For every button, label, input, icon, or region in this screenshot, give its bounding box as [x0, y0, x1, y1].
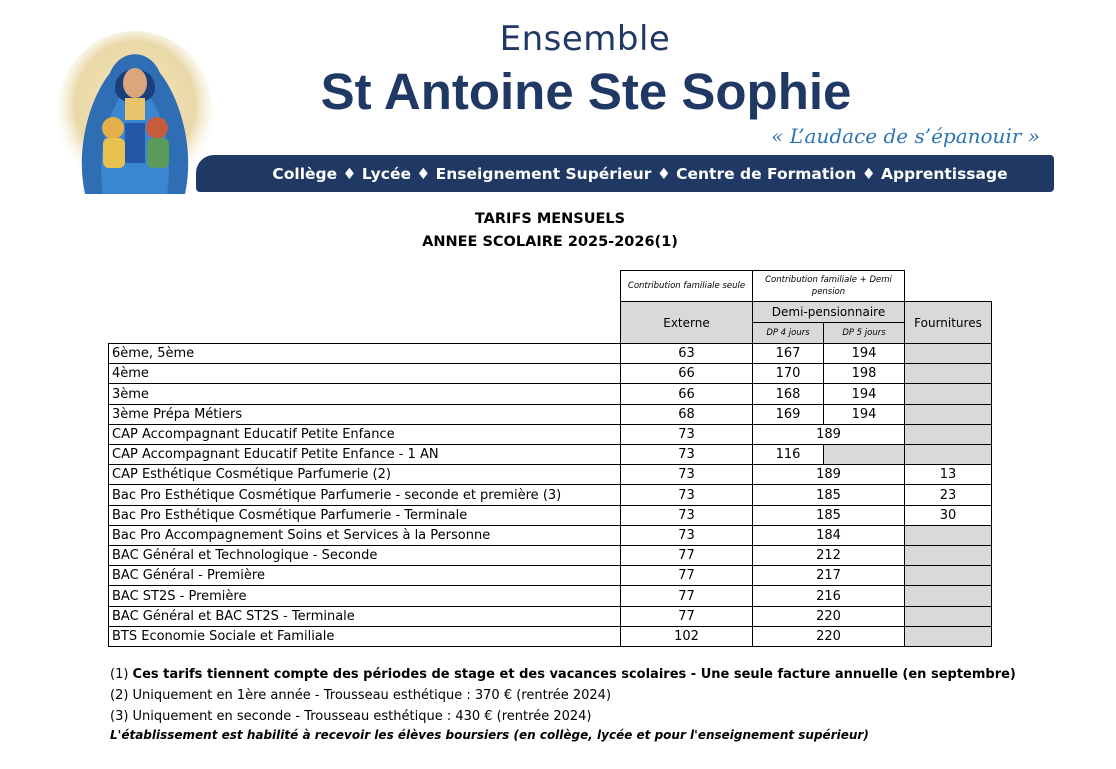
- cell-dp: 216: [752, 585, 905, 607]
- row-label: BAC Général - Première: [108, 565, 621, 586]
- cell-dp4: 167: [752, 343, 824, 364]
- row-label: Bac Pro Esthétique Cosmétique Parfumerie - Terminale: [108, 505, 621, 526]
- cell-externe: 66: [620, 383, 753, 405]
- row-label: Bac Pro Accompagnement Soins et Services à la Personne: [108, 525, 621, 546]
- cell-dp: 185: [752, 484, 905, 506]
- cell-fournitures: [904, 363, 992, 384]
- cell-dp5-empty: [823, 444, 905, 465]
- row-label: BAC Général et BAC ST2S - Terminale: [108, 606, 621, 627]
- row-label: BAC ST2S - Première: [108, 585, 621, 607]
- row-label: 6ème, 5ème: [108, 343, 621, 364]
- header-dp5: DP 5 jours: [823, 322, 905, 344]
- cell-externe: 77: [620, 606, 753, 627]
- cell-dp5: 194: [823, 383, 905, 405]
- cell-fournitures: [904, 444, 992, 465]
- cell-fournitures: [904, 404, 992, 425]
- cell-fournitures: [904, 383, 992, 405]
- cell-externe: 73: [620, 505, 753, 526]
- row-label: BTS Economie Sociale et Familiale: [108, 626, 621, 647]
- cell-fournitures: [904, 626, 992, 647]
- footnote-1: [110, 667, 1016, 682]
- row-label: 3ème: [108, 383, 621, 405]
- cell-externe: 63: [620, 343, 753, 364]
- cell-externe: 68: [620, 404, 753, 425]
- cell-externe: 77: [620, 545, 753, 566]
- row-label: 4ème: [108, 363, 621, 384]
- cell-dp5: 194: [823, 343, 905, 364]
- cell-dp: 189: [752, 424, 905, 445]
- cell-fournitures: [904, 525, 992, 546]
- header-banner: [196, 155, 1054, 192]
- cell-externe: 77: [620, 585, 753, 607]
- cell-fournitures: 30: [904, 505, 992, 526]
- cell-fournitures: [904, 606, 992, 627]
- cell-fournitures: [904, 565, 992, 586]
- page-title: TARIFS MENSUELS: [474, 211, 626, 227]
- cell-dp4: 169: [752, 404, 824, 425]
- school-name: St Antoine Ste Sophie: [320, 63, 852, 120]
- cell-externe: 77: [620, 565, 753, 586]
- cell-externe: 73: [620, 484, 753, 506]
- row-label: CAP Accompagnant Educatif Petite Enfance - 1 AN: [108, 444, 621, 465]
- cell-fournitures: [904, 545, 992, 566]
- header-ensemble: Ensemble: [499, 19, 671, 59]
- row-label: CAP Esthétique Cosmétique Parfumerie (2): [108, 464, 621, 485]
- cell-dp4: 168: [752, 383, 824, 405]
- cell-dp: 185: [752, 505, 905, 526]
- footnote-3: (3) Uniquement en seconde - Trousseau esthétique : 430 € (rentrée 2024): [110, 709, 592, 724]
- cell-externe: 102: [620, 626, 753, 647]
- header-demi-pensionnaire: Demi-pensionnaire: [752, 301, 905, 323]
- cell-dp: 220: [752, 626, 905, 647]
- cell-dp5: 194: [823, 404, 905, 425]
- cell-dp4: 170: [752, 363, 824, 384]
- cell-fournitures: [904, 424, 992, 445]
- banner-text: Collège ♦ Lycée ♦ Enseignement Supérieur ♦ Centre de Formation ♦ Apprentissage: [272, 164, 1008, 183]
- footnote-1-text: Ces tarifs tiennent compte des périodes de stage et des vacances scolaires - Une seule facture annuelle (en septembre): [132, 667, 1016, 682]
- row-label: 3ème Prépa Métiers: [108, 404, 621, 425]
- cell-externe: 73: [620, 444, 753, 465]
- cell-dp5: 198: [823, 363, 905, 384]
- cell-externe: 73: [620, 424, 753, 445]
- footnote-2: (2) Uniquement en 1ère année - Trousseau esthétique : 370 € (rentrée 2024): [110, 688, 612, 703]
- header-contribution-seule: Contribution familiale seule: [620, 270, 753, 302]
- cell-fournitures: [904, 343, 992, 364]
- row-label: CAP Accompagnant Educatif Petite Enfance: [108, 424, 621, 445]
- cell-externe: 73: [620, 464, 753, 485]
- cell-dp: 220: [752, 606, 905, 627]
- header-dp4: DP 4 jours: [752, 322, 824, 344]
- school-logo: [55, 28, 215, 194]
- school-motto: « L’audace de s’épanouir »: [771, 124, 1040, 148]
- footnote-1-prefix: (1): [110, 667, 133, 682]
- header-externe: Externe: [620, 301, 753, 344]
- cell-dp: 189: [752, 464, 905, 485]
- row-label: Bac Pro Esthétique Cosmétique Parfumerie - seconde et première (3): [108, 484, 621, 506]
- cell-fournitures: 13: [904, 464, 992, 485]
- cell-dp: 184: [752, 525, 905, 546]
- cell-fournitures: [904, 585, 992, 607]
- cell-externe: 73: [620, 525, 753, 546]
- header-fournitures: Fournitures: [904, 301, 992, 344]
- row-label: BAC Général et Technologique - Seconde: [108, 545, 621, 566]
- page-subtitle: ANNEE SCOLAIRE 2025-2026(1): [422, 234, 678, 250]
- footnote-boursiers: L'établissement est habilité à recevoir les élèves boursiers (en collège, lycée et pour l'enseignement supérieur): [110, 728, 869, 742]
- cell-externe: 66: [620, 363, 753, 384]
- cell-dp: 217: [752, 565, 905, 586]
- cell-dp: 212: [752, 545, 905, 566]
- cell-dp: 116: [752, 444, 824, 465]
- cell-fournitures: 23: [904, 484, 992, 506]
- header-contribution-dp: Contribution familiale + Demi pension: [752, 270, 905, 302]
